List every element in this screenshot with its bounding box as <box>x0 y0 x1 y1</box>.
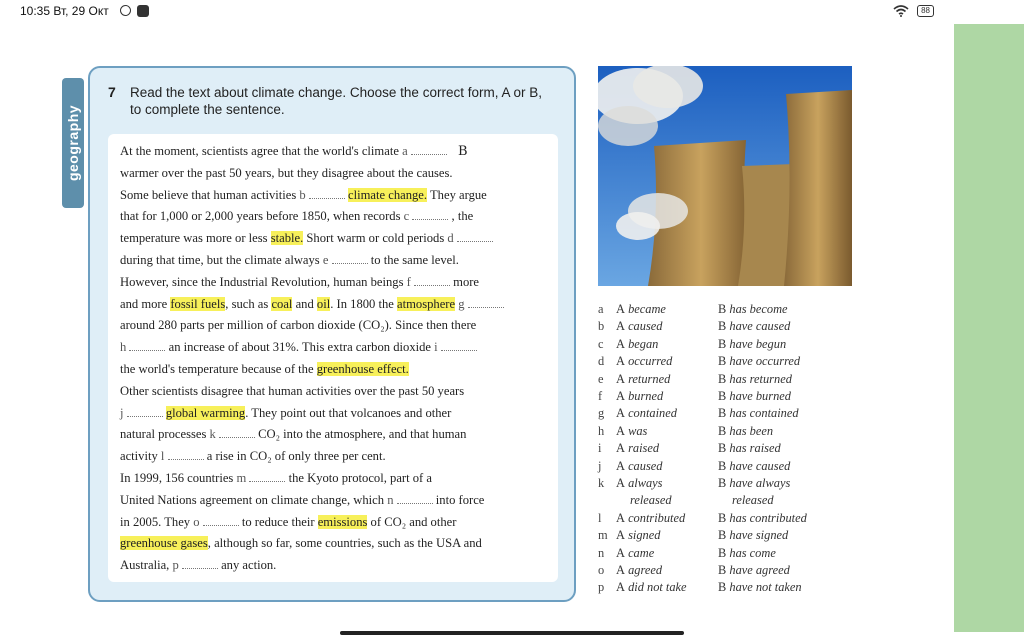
text-fragment: natural processes <box>120 427 210 442</box>
gap-letter: p <box>172 558 182 573</box>
option-letter: b <box>598 319 605 334</box>
gap-letter: g <box>458 296 468 311</box>
text-fragment: and <box>292 296 317 311</box>
gap-letter: c <box>403 209 413 224</box>
gap-letter: l <box>160 449 168 464</box>
handwritten-answer: B <box>457 144 468 159</box>
option-letter: j <box>598 458 602 473</box>
answer-gap[interactable] <box>468 297 504 308</box>
option-a[interactable]: A began <box>616 336 659 351</box>
gap-letter: e <box>322 253 332 267</box>
side-panel <box>954 24 1024 632</box>
option-b[interactable]: B have caused <box>718 319 791 334</box>
option-a[interactable]: A became <box>616 302 666 316</box>
option-letter: c <box>598 336 604 351</box>
option-letter: a <box>598 302 604 316</box>
text-fragment: , although so far, some countries, such as the USA and <box>207 536 482 551</box>
option-letter: k <box>598 476 605 490</box>
text-fragment: United Nations agreement on climate change, which <box>120 492 388 507</box>
highlighted-term: fossil fuels <box>170 296 226 311</box>
gap-letter: k <box>209 427 219 442</box>
text-line <box>120 318 476 333</box>
option-letter: f <box>598 389 603 403</box>
option-b[interactable]: B has become <box>718 302 788 316</box>
gap-letter: f <box>406 274 414 289</box>
answer-gap[interactable] <box>457 231 493 242</box>
answer-gap[interactable] <box>332 253 368 264</box>
option-b[interactable]: B has contained <box>718 406 799 421</box>
option-b[interactable]: B has been <box>718 423 774 438</box>
text-line <box>120 406 451 421</box>
option-b[interactable]: B have occurred <box>718 354 801 369</box>
text-line <box>120 188 487 203</box>
wifi-icon <box>893 5 909 17</box>
exercise-number: 7 <box>108 84 116 100</box>
option-a[interactable]: A signed <box>616 528 661 543</box>
text-fragment: temperature was more or less <box>120 231 271 246</box>
gap-letter: d <box>447 231 457 246</box>
text-fragment: Some believe that human activities <box>120 187 300 202</box>
highlighted-term: oil <box>316 296 331 311</box>
option-a[interactable]: A came <box>616 545 655 560</box>
cooling-towers-photo <box>598 66 852 286</box>
text-fragment: the world's temperature because of the <box>120 362 317 376</box>
answer-gap[interactable] <box>182 558 218 569</box>
exercise-box <box>88 66 576 602</box>
answer-gap[interactable] <box>414 275 450 286</box>
gap-letter: m <box>236 471 250 485</box>
option-letter: e <box>598 371 604 386</box>
text-fragment: CO₂ into the atmosphere, and that human <box>254 427 467 442</box>
highlighted-term: global warming <box>165 405 246 420</box>
answer-gap[interactable] <box>309 188 345 199</box>
option-a[interactable]: A caused <box>616 319 663 334</box>
gap-letter: b <box>299 187 309 202</box>
option-a[interactable]: A always <box>616 476 663 490</box>
option-b-continued: released <box>732 493 774 508</box>
text-fragment: a rise in CO₂ of only three per cent. <box>203 449 386 464</box>
text-fragment <box>447 144 450 158</box>
text-fragment: into force <box>432 492 485 507</box>
notification-icon <box>137 5 149 17</box>
text-line <box>120 493 484 508</box>
option-letter: l <box>598 510 602 525</box>
answer-gap[interactable] <box>411 144 447 155</box>
option-letter: o <box>598 563 605 577</box>
option-a-continued: released <box>630 493 672 508</box>
highlighted-term: coal <box>271 296 293 311</box>
text-fragment: Other scientists disagree that human activities over the past 50 years <box>120 383 465 398</box>
option-b[interactable]: B have signed <box>718 528 789 543</box>
text-fragment: around 280 parts per million of carbon dioxide (CO₂). Since then there <box>120 318 477 333</box>
answer-gap[interactable] <box>397 493 433 504</box>
gap-letter: a <box>402 144 411 158</box>
option-b[interactable]: B has contributed <box>718 510 807 525</box>
text-fragment: more <box>450 274 480 289</box>
option-a[interactable]: A raised <box>616 441 660 456</box>
option-a[interactable]: A burned <box>616 389 664 403</box>
text-line <box>120 536 482 551</box>
text-line <box>120 471 432 486</box>
text-line <box>120 515 456 530</box>
highlighted-term: atmosphere <box>397 296 456 311</box>
notification-icon <box>120 5 131 16</box>
text-line <box>120 209 473 224</box>
home-indicator[interactable] <box>340 631 684 635</box>
option-b[interactable]: B have always <box>718 476 791 490</box>
option-a[interactable]: A occurred <box>616 354 673 369</box>
text-line <box>120 558 276 573</box>
text-fragment: In 1999, 156 countries <box>120 471 237 485</box>
text-line <box>120 297 504 312</box>
text-fragment: that for 1,000 or 2,000 years before 1850, when records <box>120 209 404 224</box>
text-line <box>120 275 479 290</box>
text-line <box>120 384 464 399</box>
text-fragment: the Kyoto protocol, part of a <box>285 471 432 485</box>
option-b[interactable]: B have caused <box>718 458 791 473</box>
answer-gap[interactable] <box>249 471 285 482</box>
option-letter: n <box>598 545 605 560</box>
option-letter: i <box>598 441 602 456</box>
status-time: 10:35 Вт, 29 Окт <box>20 4 109 18</box>
status-bar <box>0 0 954 24</box>
text-fragment: to the same level. <box>367 253 459 267</box>
option-letter: d <box>598 354 605 369</box>
option-letter: m <box>598 528 608 543</box>
text-line <box>120 362 409 377</box>
option-b[interactable]: B has returned <box>718 371 792 386</box>
answer-gap[interactable] <box>129 340 165 351</box>
option-b[interactable]: B have begun <box>718 336 787 351</box>
text-fragment: , such as <box>225 296 272 311</box>
battery-icon: 88 <box>917 5 934 17</box>
text-fragment: Australia, <box>120 558 173 573</box>
status-notification-icons <box>120 5 149 17</box>
option-letter: g <box>598 406 605 421</box>
text-fragment: . They point out that volcanoes and other <box>245 405 452 420</box>
text-line <box>120 231 493 246</box>
exercise-instruction: Read the text about climate change. Choose the correct form, A or B, to complete the sentence. <box>130 85 542 117</box>
text-fragment: Short warm or cold periods <box>303 231 448 246</box>
option-a[interactable]: A did not take <box>616 580 687 595</box>
exercise-text <box>108 134 558 582</box>
gap-letter: n <box>387 492 397 507</box>
text-fragment: warmer over the past 50 years, but they disagree about the causes. <box>120 165 453 180</box>
gap-letter: i <box>434 340 441 355</box>
answer-gap[interactable] <box>168 449 204 460</box>
text-fragment: of CO₂ and other <box>367 514 457 529</box>
text-fragment: They argue <box>427 187 487 202</box>
answer-gap[interactable] <box>219 427 255 438</box>
gap-letter: h <box>120 340 130 355</box>
gap-letter: j <box>120 405 127 420</box>
text-fragment: and more <box>120 296 171 311</box>
text-line <box>120 449 386 464</box>
option-a[interactable]: A contributed <box>616 510 686 525</box>
text-fragment: activity <box>120 449 161 464</box>
highlighted-term: greenhouse gases <box>120 536 208 551</box>
highlighted-term: greenhouse effect. <box>316 362 409 376</box>
option-letter: p <box>598 580 605 595</box>
text-line <box>120 166 453 181</box>
option-a[interactable]: A caused <box>616 458 663 473</box>
text-fragment: any action. <box>217 558 277 573</box>
text-line <box>120 427 466 442</box>
highlighted-term: emissions <box>317 514 368 529</box>
answer-gap[interactable] <box>441 340 477 351</box>
gap-letter: o <box>193 514 203 529</box>
answer-gap[interactable] <box>127 406 163 417</box>
status-right <box>893 5 934 17</box>
option-b[interactable]: B have not taken <box>718 580 802 595</box>
subject-tab-label: geography <box>65 104 81 182</box>
text-fragment: to reduce their <box>238 514 318 529</box>
option-b[interactable]: B has raised <box>718 441 781 456</box>
text-line <box>120 253 459 268</box>
option-b[interactable]: B has come <box>718 545 776 560</box>
option-b[interactable]: B have burned <box>718 389 791 403</box>
option-a[interactable]: A was <box>616 423 648 438</box>
subject-tab <box>62 78 84 208</box>
text-fragment: in 2005. They <box>120 514 194 529</box>
highlighted-term: stable. <box>270 231 304 246</box>
text-fragment: , the <box>448 209 474 224</box>
text-line <box>120 144 468 159</box>
highlighted-term: climate change. <box>348 187 428 202</box>
answer-gap[interactable] <box>412 209 448 220</box>
text-line <box>120 340 477 355</box>
option-a[interactable]: A contained <box>616 406 677 421</box>
text-fragment: At the moment, scientists agree that the world's climate <box>120 144 403 158</box>
text-fragment: . In 1800 the <box>330 296 398 311</box>
text-fragment: However, since the Industrial Revolution, human beings <box>120 274 407 289</box>
option-a[interactable]: A agreed <box>616 563 663 577</box>
text-fragment: an increase of about 31%. This extra carbon dioxide <box>165 340 435 355</box>
text-fragment: during that time, but the climate always <box>120 253 323 267</box>
option-a[interactable]: A returned <box>616 371 671 386</box>
option-letter: h <box>598 423 605 438</box>
option-b[interactable]: B have agreed <box>718 563 790 577</box>
answer-gap[interactable] <box>203 515 239 526</box>
